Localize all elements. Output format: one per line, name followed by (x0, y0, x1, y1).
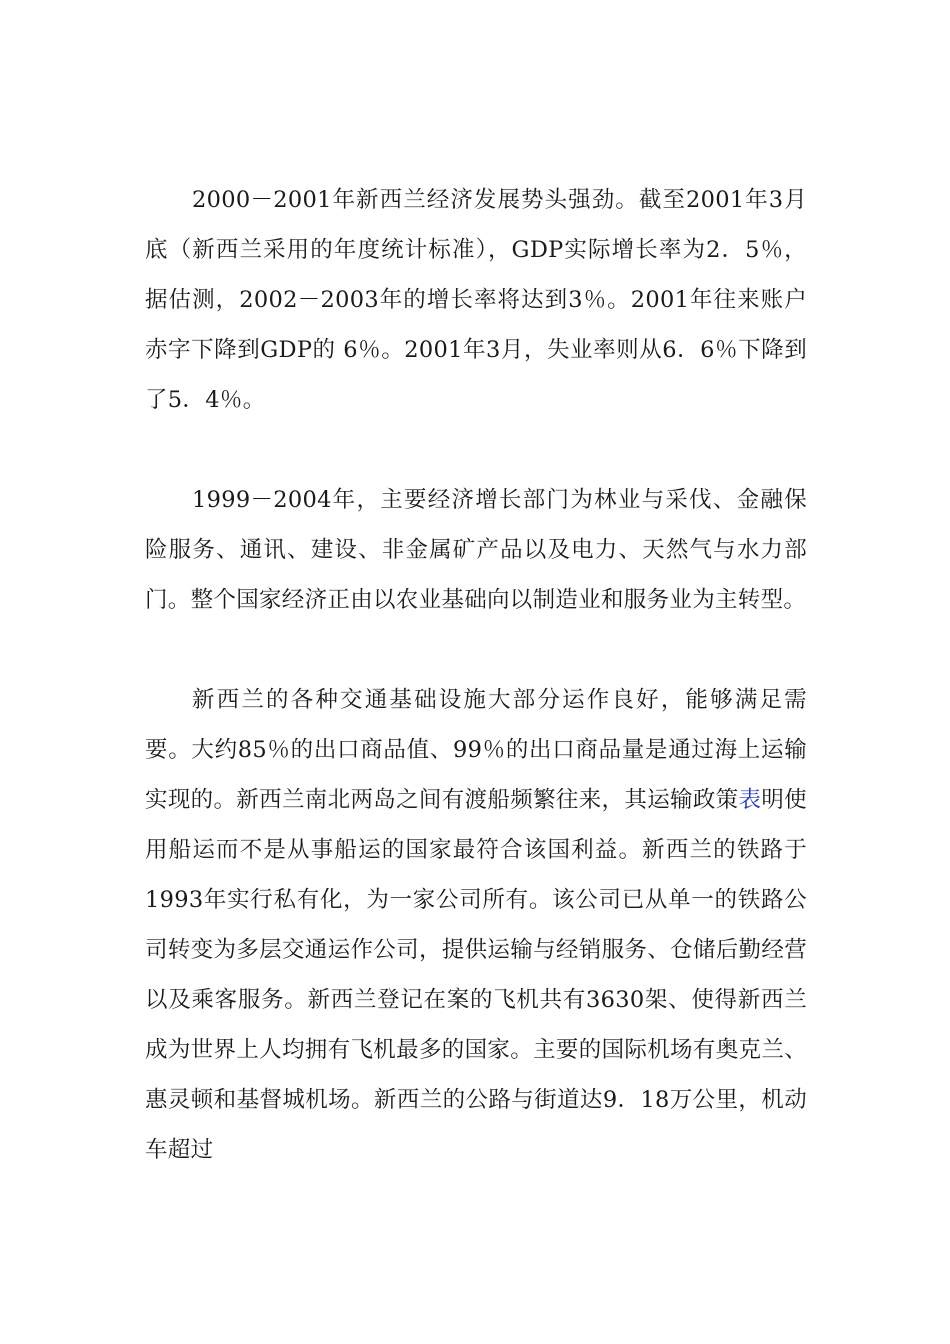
transport-text-after-link: 明使用船运而不是从事船运的国家最符合该国利益。新西兰的铁路于1993年实行私有化，为一家公司所有。该公司已从单一的铁路公司转变为多层交通运作公司，提供运输与经销服务、仓储后勤经营以及乘客服务。新西兰登记在案的飞机共有3630架、使得新西兰成为世界上人均拥有飞机最多的国家。主要的国际机场有奥克兰、惠灵顿和基督城机场。新西兰的公路与街道达9．18万公里，机动车超过 (145, 787, 807, 1163)
paragraph-spacer (145, 625, 807, 675)
paragraph-economy-growth: 2000－2001年新西兰经济发展势头强劲。截至2001年3月底（新西兰采用的年度统计标准），GDP实际增长率为2．5％，据估测，2002－2003年的增长率将达到3％。2001年往来账户赤字下降到GDP的 6％。2001年3月，失业率则从6．6％下降到了5．4％。 (145, 187, 807, 413)
transport-text-before-link: 新西兰的各种交通基础设施大部分运作良好，能够满足需要。大约85％的出口商品值、99％的出口商品量是通过海上运输实现的。新西兰南北两岛之间有渡船频繁往来，其运输政策 (145, 687, 807, 813)
inline-link[interactable]: 表 (738, 787, 762, 813)
paragraph-spacer (145, 425, 807, 475)
paragraph-transport (145, 675, 807, 1175)
document-body (145, 175, 807, 1175)
paragraph-growth-sectors: 1999－2004年，主要经济增长部门为林业与采伐、金融保险服务、通讯、建设、非金属矿产品以及电力、天然气与水力部门。整个国家经济正由以农业基础向以制造业和服务业为主转型。 (145, 487, 807, 613)
